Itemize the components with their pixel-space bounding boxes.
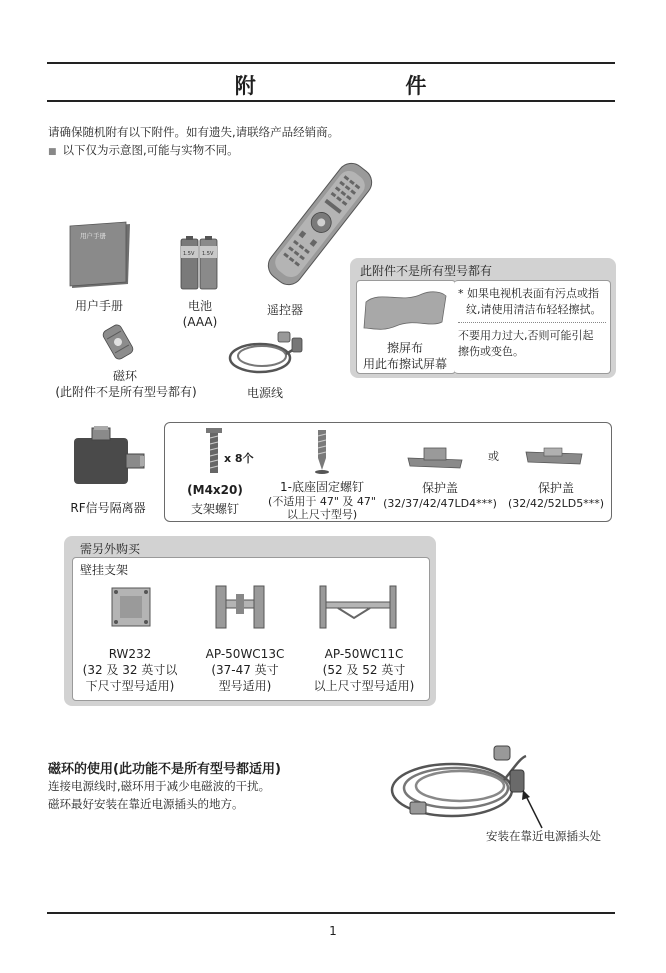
base-screw-line-3: 以上尺寸型号) bbox=[286, 508, 358, 521]
title-char-2: 件 bbox=[405, 74, 428, 98]
cloth-note-1-line-2: 纹,请使用清洁布轻轻擦拭。 bbox=[466, 303, 602, 316]
rf-isolator-illustration bbox=[70, 428, 146, 486]
ferrite-usage-line-1: 连接电源线时,磁环用于减少电磁波的干扰。 bbox=[48, 779, 271, 793]
battery-sublabel: (AAA) bbox=[182, 315, 218, 329]
bracket-2-line-1: (37-47 英寸 bbox=[211, 663, 279, 677]
manual-illustration bbox=[68, 222, 130, 290]
cloth-note-1-line-1: * 如果电视机表面有污点或指 bbox=[458, 287, 599, 300]
rf-isolator-label: RF信号隔离器 bbox=[70, 501, 146, 515]
ferrite-usage-line-2: 磁环最好安装在靠近电源插头的地方。 bbox=[48, 797, 244, 811]
ferrite-label: 磁环 bbox=[112, 369, 137, 383]
cloth-note-2 bbox=[458, 328, 594, 360]
cover-2-models: (32/42/52LD5***) bbox=[507, 497, 605, 510]
power-cord-illustration bbox=[226, 330, 306, 378]
base-screw-line-2: (不适用于 47" 及 47" bbox=[268, 495, 376, 508]
intro-line-2-text: 以下仅为示意图,可能与实物不同。 bbox=[62, 143, 239, 157]
top-rule bbox=[47, 62, 615, 64]
cloth-note-divider bbox=[458, 322, 606, 323]
cover-1-label: 保护盖 bbox=[421, 481, 458, 495]
rw232-illustration bbox=[108, 584, 154, 630]
bracket-1-model: RW232 bbox=[108, 647, 152, 661]
bracket-screw-illustration bbox=[204, 426, 224, 476]
manual-label: 用户手册 bbox=[74, 299, 123, 313]
bracket-3-line-2: 以上尺寸型号适用) bbox=[313, 679, 415, 693]
cloth-label-1: 擦屏布 bbox=[386, 341, 423, 355]
ap50wc11c-illustration bbox=[318, 584, 398, 630]
purchase-heading: 需另外购买 bbox=[80, 542, 141, 556]
bracket-2-line-2: 型号适用) bbox=[218, 679, 272, 693]
cover-2-illustration bbox=[524, 444, 584, 468]
remote-label: 遥控器 bbox=[266, 303, 303, 317]
cloth-note-2-line-2: 擦伤或变色。 bbox=[458, 345, 524, 358]
or-label: 或 bbox=[488, 450, 499, 463]
bottom-rule bbox=[47, 912, 615, 914]
cover-2-label: 保护盖 bbox=[537, 481, 574, 495]
screw-label: 支架螺钉 bbox=[190, 502, 239, 516]
cloth-note-1 bbox=[458, 286, 602, 318]
screw-size: (M4x20) bbox=[187, 483, 243, 497]
title-rule bbox=[47, 100, 615, 102]
bracket-1-line-1: (32 及 32 英寸以 bbox=[82, 663, 178, 677]
battery-2-text: 1.5V bbox=[202, 251, 214, 257]
base-screw-line-1: 1-底座固定螺钉 bbox=[280, 480, 364, 494]
cover-1-models: (32/37/42/47LD4***) bbox=[383, 497, 497, 510]
page-number: 1 bbox=[329, 924, 337, 938]
ferrite-callout: 安装在靠近电源插头处 bbox=[486, 829, 601, 843]
cloth-illustration bbox=[362, 288, 448, 332]
battery-illustration bbox=[180, 236, 220, 290]
manual-cover-text: 用户手册 bbox=[80, 232, 106, 240]
cloth-note-2-line-1: 不要用力过大,否则可能引起 bbox=[458, 329, 594, 342]
wall-bracket-heading: 壁挂支架 bbox=[80, 563, 129, 577]
ap50wc13c-illustration bbox=[214, 584, 266, 630]
ferrite-illustration bbox=[100, 322, 136, 362]
cloth-box-heading: 此附件不是所有型号都有 bbox=[360, 264, 493, 278]
battery-label: 电池 bbox=[187, 299, 212, 313]
base-screw-label bbox=[262, 480, 382, 521]
cover-1-illustration bbox=[406, 446, 464, 470]
power-cord-label: 电源线 bbox=[246, 386, 283, 400]
cloth-label-2: 用此布擦试屏幕 bbox=[362, 357, 447, 371]
page-title bbox=[47, 70, 615, 100]
ferrite-on-cord-illustration bbox=[386, 744, 546, 830]
bracket-2-model: AP-50WC13C bbox=[205, 647, 285, 661]
ferrite-note: (此附件不是所有型号都有) bbox=[55, 385, 197, 399]
base-screw-illustration bbox=[312, 428, 332, 474]
intro-line-1: 请确保随机附有以下附件。如有遗失,请联络产品经销商。 bbox=[48, 125, 340, 139]
battery-1-text: 1.5V bbox=[183, 251, 195, 257]
bracket-3-model: AP-50WC11C bbox=[324, 647, 404, 661]
title-char-1: 附 bbox=[234, 74, 257, 98]
bracket-1-line-2: 下尺寸型号适用) bbox=[85, 679, 175, 693]
bracket-3-line-1: (52 及 52 英寸 bbox=[322, 663, 406, 677]
screw-quantity: x 8个 bbox=[224, 452, 254, 465]
bullet-square: ■ bbox=[48, 147, 57, 157]
intro-line-2 bbox=[48, 142, 239, 161]
ferrite-usage-title: 磁环的使用(此功能不是所有型号都适用) bbox=[48, 762, 281, 777]
